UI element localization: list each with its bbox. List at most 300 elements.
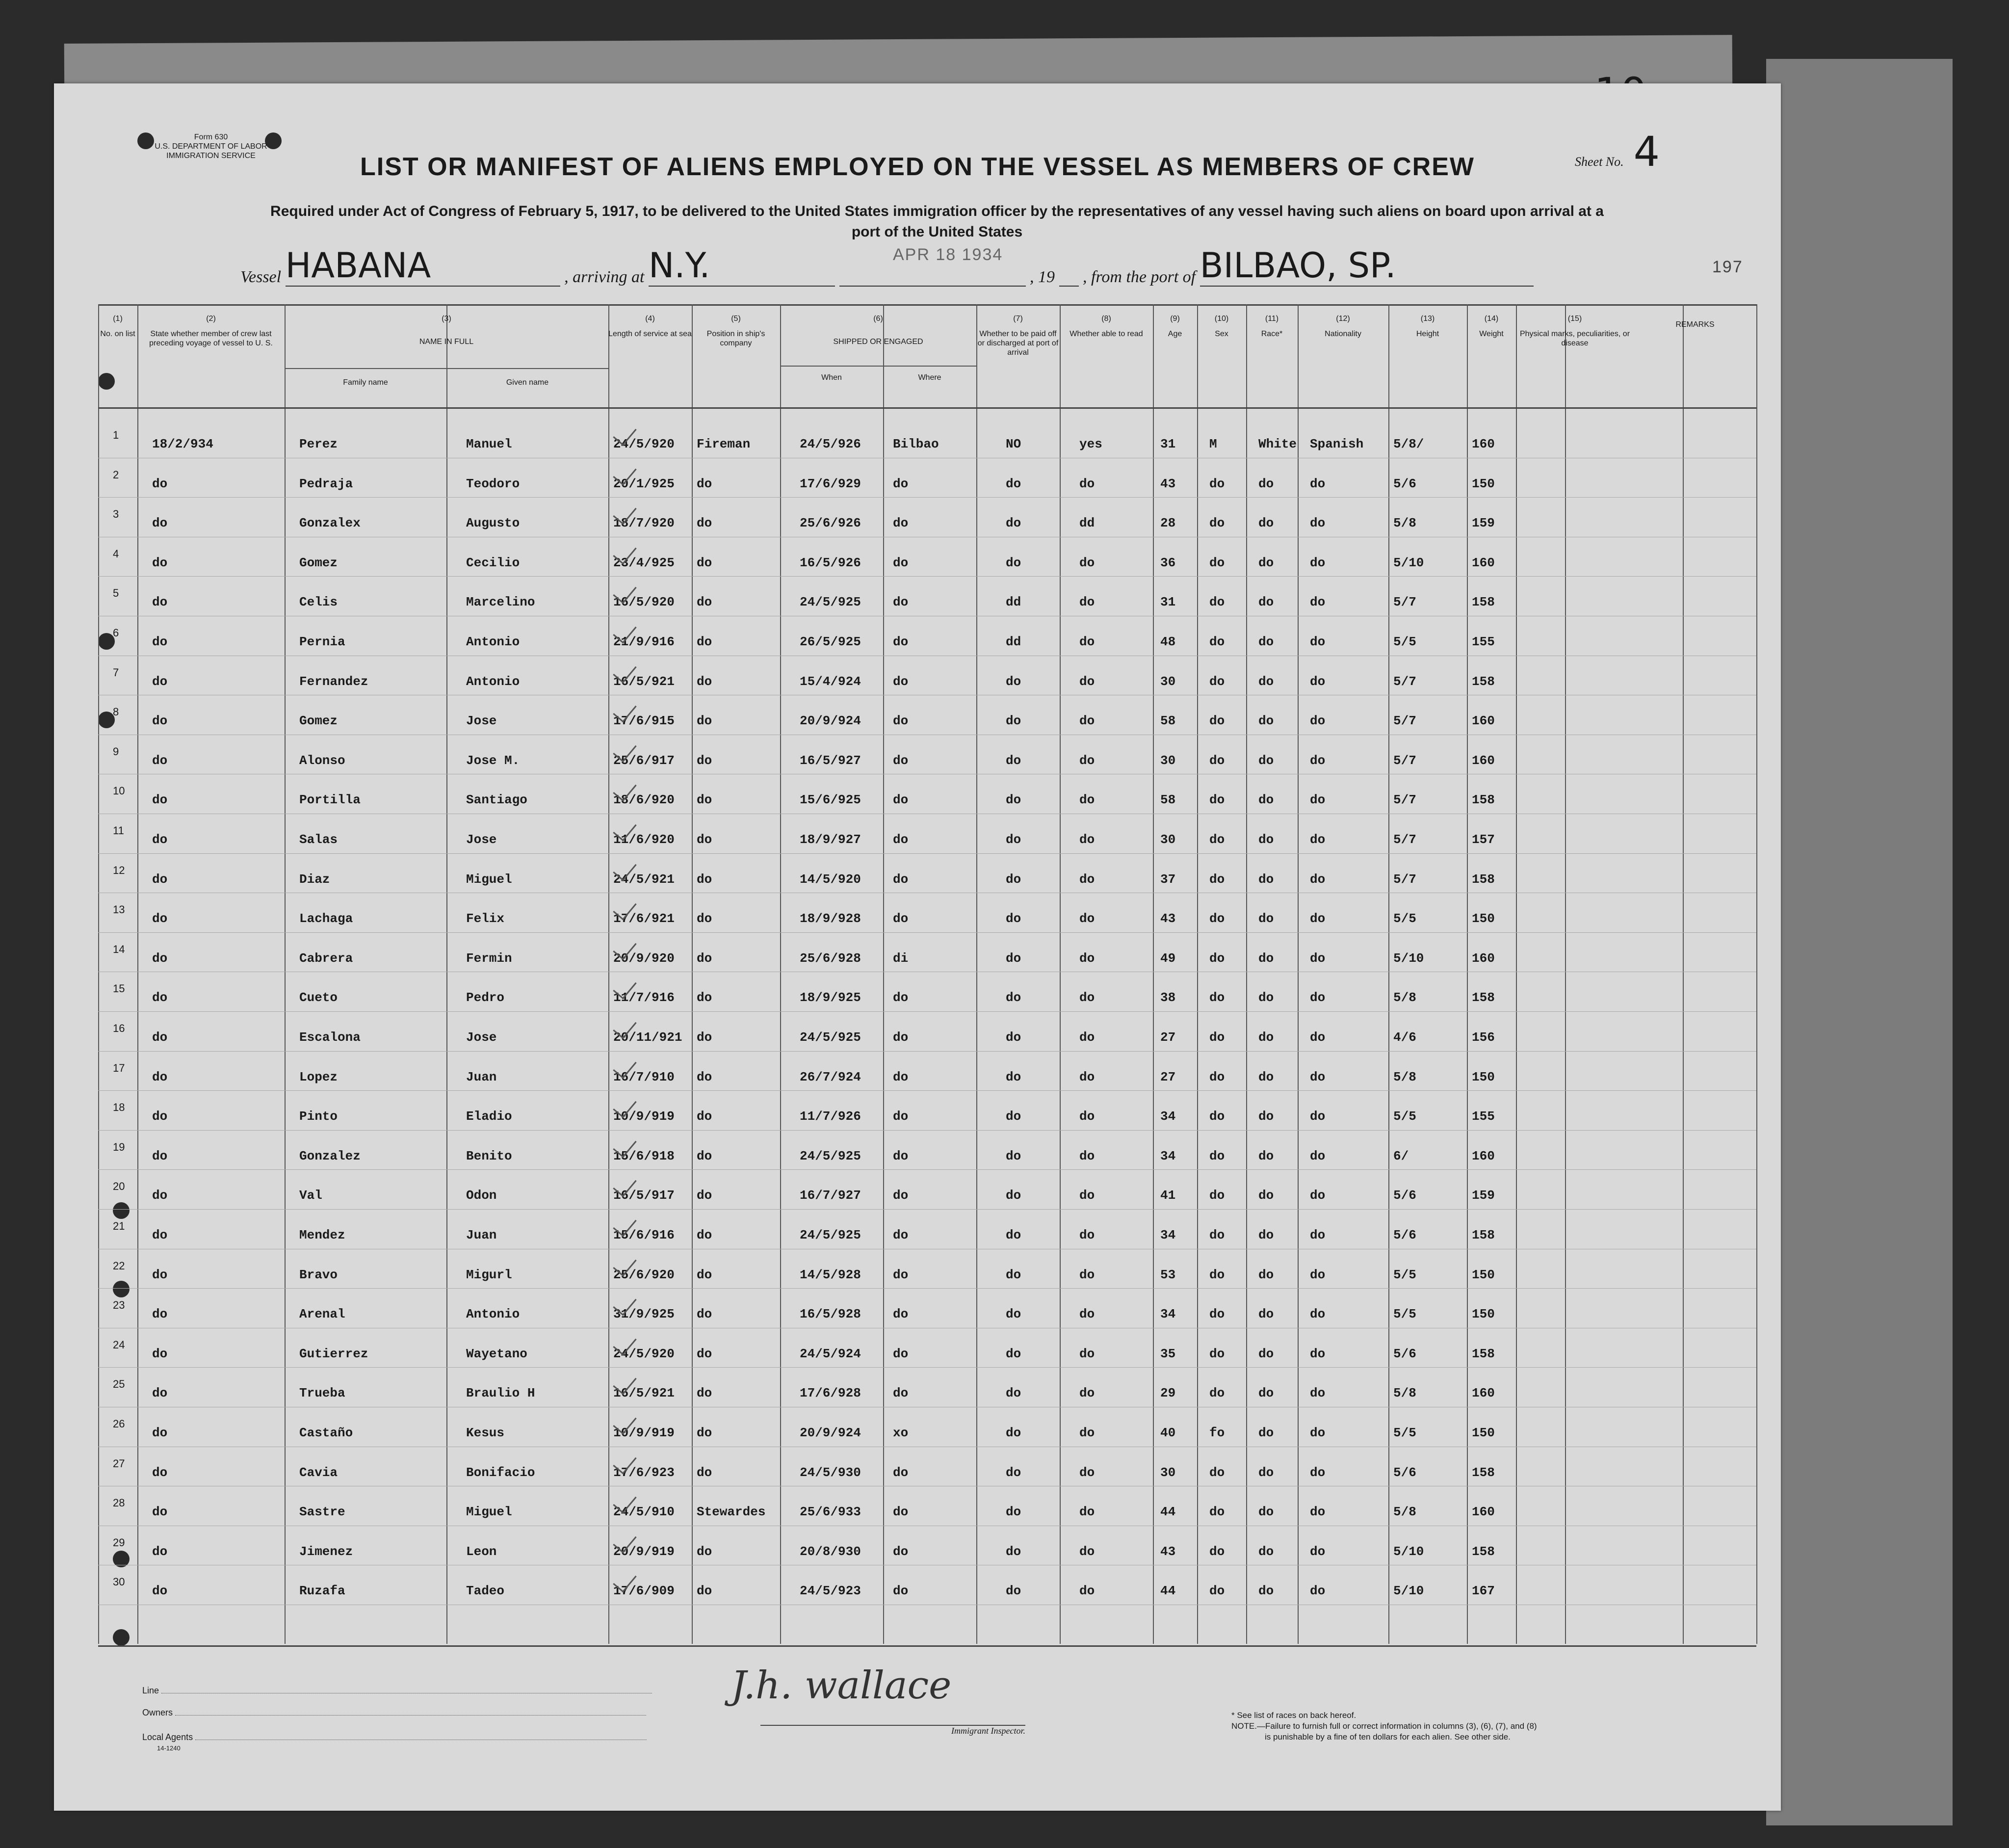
cell-nat: do — [1310, 1544, 1326, 1559]
cell-age: 58 — [1160, 792, 1176, 808]
column-divider — [285, 304, 286, 1644]
cell-prev: do — [152, 555, 168, 570]
cell-given: Kesus — [466, 1426, 505, 1440]
cell-no: 1 — [113, 429, 119, 441]
cell-no: 13 — [113, 903, 125, 916]
cell-given: Manuel — [466, 437, 512, 451]
cell-position: do — [697, 832, 712, 847]
cell-when: 25/6/928 — [800, 950, 861, 966]
column-header — [780, 314, 976, 346]
cell-family: Diaz — [299, 871, 330, 887]
cell-service: 18/7/920 — [613, 516, 675, 531]
cell-when: 24/5/925 — [800, 1030, 861, 1045]
cell-height: 5/10 — [1393, 1544, 1424, 1559]
cell-when: 17/6/928 — [800, 1386, 861, 1401]
cell-sex: do — [1209, 911, 1225, 926]
row-rule — [98, 1011, 1756, 1012]
column-number: (9) — [1170, 315, 1180, 323]
cell-prev: do — [152, 1267, 168, 1282]
cell-weight: 156 — [1472, 1030, 1495, 1045]
cell-race: do — [1258, 792, 1274, 808]
cell-sex: do — [1209, 1148, 1225, 1163]
cell-prev: do — [152, 476, 168, 491]
cell-where: do — [893, 990, 909, 1005]
cell-family: Portilla — [299, 792, 361, 808]
cell-where: do — [893, 634, 909, 649]
row-rule — [98, 1051, 1756, 1052]
cell-paid: do — [1006, 555, 1021, 570]
cell-sex: do — [1209, 516, 1225, 531]
row-rule — [98, 932, 1756, 933]
cell-given: Jose M. — [466, 753, 520, 768]
row-rule — [98, 1288, 1756, 1289]
cell-where: do — [893, 516, 909, 531]
cell-service: 24/5/921 — [613, 871, 675, 887]
cell-prev: do — [152, 911, 168, 926]
cell-race: do — [1258, 990, 1274, 1005]
cell-weight: 160 — [1472, 555, 1495, 570]
cell-no: 30 — [113, 1576, 125, 1588]
cell-sex: do — [1209, 1584, 1225, 1599]
cell-position: do — [697, 476, 712, 491]
cell-height: 5/7 — [1393, 871, 1416, 887]
column-label: Given name — [506, 378, 549, 387]
cell-position: do — [697, 1030, 712, 1045]
cell-nat: do — [1310, 792, 1326, 808]
cell-age: 40 — [1160, 1426, 1176, 1440]
cell-position: do — [697, 634, 712, 649]
column-header — [1467, 314, 1516, 339]
arriving-field: N.Y. — [649, 245, 835, 287]
cell-read: do — [1079, 555, 1095, 570]
cell-position: do — [697, 1069, 712, 1084]
column-divider — [1683, 304, 1684, 1644]
cell-paid: NO — [1006, 437, 1021, 451]
column-label: REMARKS — [1675, 320, 1715, 329]
column-header — [1197, 314, 1246, 339]
cell-prev: do — [152, 713, 168, 729]
cell-weight: 158 — [1472, 595, 1495, 610]
cell-height: 5/10 — [1393, 950, 1424, 966]
cell-family: Gomez — [299, 555, 338, 570]
cell-paid: do — [1006, 1465, 1021, 1480]
cell-where: do — [893, 1346, 909, 1361]
cell-weight: 158 — [1472, 1465, 1495, 1480]
cell-prev: do — [152, 1109, 168, 1124]
cell-when: 15/6/925 — [800, 792, 861, 808]
cell-weight: 158 — [1472, 990, 1495, 1005]
cell-paid: do — [1006, 713, 1021, 729]
cell-when: 20/9/924 — [800, 713, 861, 729]
column-header — [608, 314, 692, 339]
form-number: Form 630 U.S. DEPARTMENT OF LABOR IMMIGRATION SERVICE — [155, 133, 267, 160]
cell-weight: 159 — [1472, 516, 1495, 531]
cell-prev: do — [152, 595, 168, 610]
cell-when: 18/9/928 — [800, 911, 861, 926]
cell-service: 24/5/920 — [613, 437, 675, 451]
cell-no: 6 — [113, 627, 119, 639]
cell-sex: do — [1209, 1346, 1225, 1361]
cell-when: 24/5/924 — [800, 1346, 861, 1361]
cell-race: do — [1258, 1544, 1274, 1559]
cell-age: 27 — [1160, 1030, 1176, 1045]
cell-given: Santiago — [466, 792, 527, 808]
column-divider — [1756, 304, 1757, 1644]
cell-where: do — [893, 1148, 909, 1163]
cell-nat: do — [1310, 1346, 1326, 1361]
cell-age: 41 — [1160, 1188, 1176, 1203]
row-rule — [98, 497, 1756, 498]
cell-no: 11 — [113, 824, 124, 837]
cell-given: Wayetano — [466, 1346, 527, 1361]
cell-height: 5/7 — [1393, 792, 1416, 808]
cell-when: 14/5/920 — [800, 871, 861, 887]
column-header — [137, 314, 285, 348]
cell-sex: do — [1209, 753, 1225, 768]
cell-height: 5/7 — [1393, 753, 1416, 768]
column-label: Family name — [343, 378, 388, 387]
cell-read: do — [1079, 1346, 1095, 1361]
cell-service: 25/6/917 — [613, 753, 675, 768]
cell-given: Benito — [466, 1148, 512, 1163]
form-code: 14-1240 — [157, 1744, 181, 1752]
column-divider — [1197, 304, 1198, 1644]
cell-position: do — [697, 1386, 712, 1401]
cell-paid: do — [1006, 1346, 1021, 1361]
cell-weight: 150 — [1472, 1267, 1495, 1282]
cell-nat: do — [1310, 1228, 1326, 1242]
cell-sex: do — [1209, 555, 1225, 570]
cell-family: Lopez — [299, 1069, 338, 1084]
cell-given: Jose — [466, 713, 497, 729]
subtitle: Required under Act of Congress of February 5, 1917, to be delivered to the United States immigration officer by the representatives of any vessel having such aliens on board upon arrival at a port of the United States — [270, 203, 1604, 240]
cell-race: do — [1258, 1426, 1274, 1440]
cell-read: do — [1079, 595, 1095, 610]
column-divider — [1246, 304, 1247, 1644]
cell-given: Marcelino — [466, 595, 535, 610]
cell-nat: do — [1310, 1148, 1326, 1163]
cell-paid: do — [1006, 516, 1021, 531]
cell-age: 44 — [1160, 1505, 1176, 1520]
cell-age: 29 — [1160, 1386, 1176, 1401]
cell-given: Juan — [466, 1069, 497, 1084]
cell-when: 24/5/926 — [800, 437, 861, 451]
column-header — [1060, 314, 1153, 339]
cell-race: do — [1258, 1188, 1274, 1203]
column-divider — [1153, 304, 1154, 1644]
cell-weight: 150 — [1472, 911, 1495, 926]
cell-race: do — [1258, 753, 1274, 768]
cell-service: 17/6/915 — [613, 713, 675, 729]
cell-read: do — [1079, 1267, 1095, 1282]
cell-prev: do — [152, 792, 168, 808]
cell-when: 17/6/929 — [800, 476, 861, 491]
cell-service: 20/1/925 — [613, 476, 675, 491]
column-divider — [98, 304, 99, 1644]
cell-prev: do — [152, 1505, 168, 1520]
cell-nat: do — [1310, 555, 1326, 570]
cell-race: do — [1258, 1069, 1274, 1084]
cell-paid: do — [1006, 1148, 1021, 1163]
cell-weight: 160 — [1472, 1505, 1495, 1520]
cell-age: 38 — [1160, 990, 1176, 1005]
cell-family: Gutierrez — [299, 1346, 368, 1361]
cell-family: Ruzafa — [299, 1584, 345, 1599]
cell-no: 20 — [113, 1180, 125, 1193]
column-header — [1634, 314, 1756, 329]
cell-where: do — [893, 713, 909, 729]
cell-where: do — [893, 595, 909, 610]
cell-weight: 157 — [1472, 832, 1495, 847]
cell-age: 37 — [1160, 871, 1176, 887]
cell-family: Perez — [299, 437, 338, 451]
cell-height: 4/6 — [1393, 1030, 1416, 1045]
cell-sex: do — [1209, 1465, 1225, 1480]
cell-nat: do — [1310, 1505, 1326, 1520]
cell-family: Cabrera — [299, 950, 353, 966]
cell-age: 48 — [1160, 634, 1176, 649]
cell-service: 25/6/920 — [613, 1267, 675, 1282]
cell-prev: do — [152, 1030, 168, 1045]
cell-paid: do — [1006, 1386, 1021, 1401]
cell-weight: 150 — [1472, 1069, 1495, 1084]
cell-race: do — [1258, 634, 1274, 649]
cell-family: Jimenez — [299, 1544, 353, 1559]
cell-where: do — [893, 674, 909, 689]
cell-service: 20/9/920 — [613, 950, 675, 966]
cell-position: do — [697, 1307, 712, 1322]
cell-race: do — [1258, 832, 1274, 847]
cell-read: do — [1079, 634, 1095, 649]
column-number: (13) — [1420, 315, 1435, 323]
vessel-line: Vessel HABANA , arriving at N.Y. , 19 , from the port of BILBAO, SP. — [240, 245, 1761, 287]
cell-age: 53 — [1160, 1267, 1176, 1282]
column-header — [1153, 314, 1197, 339]
cell-service: 17/6/909 — [613, 1584, 675, 1599]
cell-age: 34 — [1160, 1109, 1176, 1124]
column-number: (8) — [1101, 315, 1111, 323]
column-header — [285, 378, 446, 387]
cell-race: do — [1258, 1465, 1274, 1480]
cell-nat: do — [1310, 595, 1326, 610]
cell-when: 15/4/924 — [800, 674, 861, 689]
cell-when: 18/9/925 — [800, 990, 861, 1005]
cell-position: do — [697, 516, 712, 531]
cell-paid: do — [1006, 1544, 1021, 1559]
cell-service: 24/5/910 — [613, 1505, 675, 1520]
cell-sex: do — [1209, 476, 1225, 491]
cell-where: Bilbao — [893, 437, 939, 451]
cell-service: 20/11/921 — [613, 1030, 682, 1045]
column-number: (12) — [1336, 315, 1350, 323]
column-header — [976, 314, 1060, 357]
cell-height: 5/5 — [1393, 911, 1416, 926]
cell-weight: 160 — [1472, 950, 1495, 966]
cell-read: do — [1079, 1307, 1095, 1322]
cell-sex: do — [1209, 1267, 1225, 1282]
cell-read: do — [1079, 1109, 1095, 1124]
cell-no: 12 — [113, 864, 125, 876]
cell-position: do — [697, 1148, 712, 1163]
cell-family: Celis — [299, 595, 338, 610]
cell-prev: do — [152, 1544, 168, 1559]
column-number: (7) — [1013, 315, 1023, 323]
cell-where: do — [893, 1267, 909, 1282]
cell-paid: do — [1006, 911, 1021, 926]
cell-when: 25/6/933 — [800, 1505, 861, 1520]
cell-height: 6/ — [1393, 1148, 1409, 1163]
cell-family: Bravo — [299, 1267, 338, 1282]
cell-when: 25/6/926 — [800, 516, 861, 531]
cell-paid: do — [1006, 1505, 1021, 1520]
date-field — [839, 286, 1026, 287]
cell-race: do — [1258, 1109, 1274, 1124]
column-label: State whether member of crew last preceding voyage of vessel to U. S. — [149, 330, 273, 347]
cell-read: do — [1079, 1544, 1095, 1559]
cell-when: 24/5/925 — [800, 1148, 861, 1163]
column-label: When — [821, 373, 842, 382]
column-number: (4) — [645, 315, 655, 323]
cell-sex: do — [1209, 950, 1225, 966]
cell-given: Braulio H — [466, 1386, 535, 1401]
cell-paid: do — [1006, 871, 1021, 887]
cell-where: do — [893, 1188, 909, 1203]
cell-nat: do — [1310, 713, 1326, 729]
cell-weight: 159 — [1472, 1188, 1495, 1203]
cell-paid: do — [1006, 990, 1021, 1005]
cell-where: do — [893, 832, 909, 847]
cell-age: 43 — [1160, 476, 1176, 491]
cell-service: 11/6/920 — [613, 832, 675, 847]
cell-nat: do — [1310, 1109, 1326, 1124]
cell-where: do — [893, 1030, 909, 1045]
cell-weight: 160 — [1472, 437, 1495, 451]
cell-height: 5/8 — [1393, 1386, 1416, 1401]
cell-prev: do — [152, 753, 168, 768]
cell-when: 26/5/925 — [800, 634, 861, 649]
cell-sex: fo — [1209, 1426, 1225, 1440]
cell-nat: do — [1310, 476, 1326, 491]
cell-height: 5/10 — [1393, 1584, 1424, 1599]
cell-service: 20/9/919 — [613, 1544, 675, 1559]
cell-when: 16/5/928 — [800, 1307, 861, 1322]
cell-position: do — [697, 1228, 712, 1242]
cell-given: Eladio — [466, 1109, 512, 1124]
column-label: Sex — [1215, 330, 1228, 338]
cell-when: 16/7/927 — [800, 1188, 861, 1203]
cell-no: 25 — [113, 1378, 125, 1391]
cell-race: do — [1258, 1307, 1274, 1322]
cell-read: do — [1079, 990, 1095, 1005]
cell-prev: do — [152, 1346, 168, 1361]
column-label: Where — [918, 373, 941, 382]
cell-nat: do — [1310, 1030, 1326, 1045]
cell-position: Stewardes — [697, 1505, 766, 1520]
cell-where: do — [893, 1307, 909, 1322]
cell-height: 5/7 — [1393, 674, 1416, 689]
cell-paid: dd — [1006, 595, 1021, 610]
row-rule — [98, 1090, 1756, 1091]
cell-paid: do — [1006, 1069, 1021, 1084]
column-divider — [883, 304, 884, 1644]
cell-age: 35 — [1160, 1346, 1176, 1361]
cell-paid: do — [1006, 792, 1021, 808]
cell-where: do — [893, 476, 909, 491]
column-header — [1298, 314, 1388, 339]
cell-race: do — [1258, 1228, 1274, 1242]
cell-given: Miguel — [466, 1505, 512, 1520]
column-divider — [976, 304, 977, 1644]
cell-paid: do — [1006, 1188, 1021, 1203]
row-rule — [98, 853, 1756, 854]
cell-position: do — [697, 1188, 712, 1203]
cell-prev: do — [152, 1307, 168, 1322]
cell-where: do — [893, 1069, 909, 1084]
cell-no: 7 — [113, 666, 119, 679]
cell-given: Fermin — [466, 950, 512, 966]
cell-prev: do — [152, 1188, 168, 1203]
cell-given: Migurl — [466, 1267, 512, 1282]
column-divider — [1516, 304, 1517, 1644]
manifest-page — [54, 83, 1781, 1811]
cell-where: do — [893, 1109, 909, 1124]
cell-height: 5/7 — [1393, 832, 1416, 847]
cell-position: do — [697, 911, 712, 926]
cell-age: 34 — [1160, 1307, 1176, 1322]
cell-prev: do — [152, 990, 168, 1005]
row-rule — [98, 1169, 1756, 1170]
cell-family: Pinto — [299, 1109, 338, 1124]
cell-family: Mendez — [299, 1228, 345, 1242]
inspector-signature: J.h. wallace — [731, 1663, 952, 1708]
sheet-number: Sheet No. 4 — [1575, 128, 1660, 176]
cell-sex: do — [1209, 1386, 1225, 1401]
cell-when: 20/9/924 — [800, 1426, 861, 1440]
cell-family: Cavia — [299, 1465, 338, 1480]
cell-sex: do — [1209, 713, 1225, 729]
cell-height: 5/7 — [1393, 595, 1416, 610]
cell-when: 14/5/928 — [800, 1267, 861, 1282]
cell-height: 5/5 — [1393, 1109, 1416, 1124]
cell-read: do — [1079, 871, 1095, 887]
cell-race: do — [1258, 1386, 1274, 1401]
column-divider — [780, 304, 781, 1644]
cell-height: 5/5 — [1393, 1267, 1416, 1282]
cell-read: dd — [1079, 516, 1095, 531]
cell-weight: 158 — [1472, 1346, 1495, 1361]
cell-position: do — [697, 674, 712, 689]
cell-family: Salas — [299, 832, 338, 847]
cell-service: 16/5/917 — [613, 1188, 675, 1203]
cell-paid: do — [1006, 1109, 1021, 1124]
cell-sex: do — [1209, 1188, 1225, 1203]
row-rule — [98, 1367, 1756, 1368]
cell-weight: 158 — [1472, 871, 1495, 887]
cell-no: 15 — [113, 982, 125, 995]
cell-age: 58 — [1160, 713, 1176, 729]
column-number: (11) — [1265, 315, 1279, 323]
cell-family: Gomez — [299, 713, 338, 729]
column-label: Physical marks, peculiarities, or disease — [1519, 330, 1630, 347]
cell-weight: 158 — [1472, 792, 1495, 808]
cell-no: 17 — [113, 1061, 125, 1074]
cell-height: 5/8 — [1393, 516, 1416, 531]
cell-height: 5/8 — [1393, 1069, 1416, 1084]
cell-height: 5/7 — [1393, 713, 1416, 729]
cell-when: 18/9/927 — [800, 832, 861, 847]
cell-race: do — [1258, 595, 1274, 610]
cell-service: 11/7/916 — [613, 990, 675, 1005]
